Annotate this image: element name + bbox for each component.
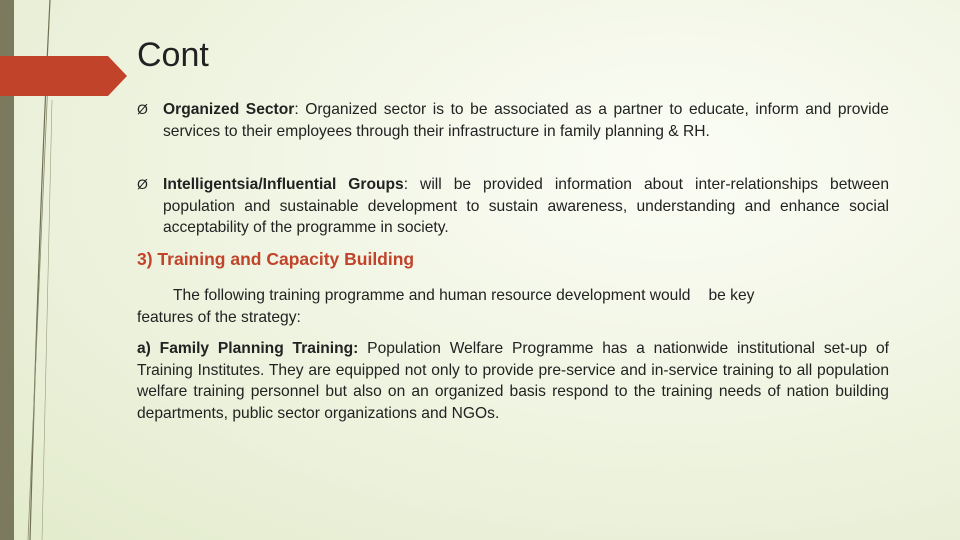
bullet-label: Intelligentsia/Influential Groups (163, 176, 404, 193)
bullet-label: Organized Sector (163, 101, 295, 118)
family-planning-paragraph (137, 338, 889, 424)
intro-text-part2: be key (708, 287, 755, 304)
paragraph-label: a) Family Planning Training: (137, 340, 359, 357)
paragraph-body: Population Welfare Programme has a nationwide institutional set-up of Training Institutes. They are equipped not only to provide pre-service and in-service training to all population welfare training personnel but also on an organized basis respond to the training needs of nation building departments, public sector organizations and NGOs. (137, 340, 889, 422)
intro-text-part1: The following training programme and human resource development would (173, 287, 691, 304)
slide-title: Cont (137, 36, 209, 74)
intro-paragraph (137, 285, 889, 328)
bullet-body: : Organized sector is to be associated as a partner to educate, inform and provide services to their employees through their infrastructure in family planning & RH. (163, 101, 889, 140)
bullet-text (163, 174, 889, 239)
bullet-arrow-icon: Ø (137, 101, 148, 117)
intro-text-part3: features of the strategy: (137, 308, 301, 326)
bullet-body: : will be provided information about inter-relationships between population and sustainable development to sustain awareness, understanding and enhance social acceptability of the programme in society. (163, 176, 890, 236)
bullet-organized-sector (137, 99, 889, 142)
bullet-intelligentsia (137, 174, 889, 239)
section-heading: 3) Training and Capacity Building (137, 249, 415, 269)
bullet-text (163, 99, 889, 142)
bullet-arrow-icon: Ø (137, 176, 148, 192)
intro-line (137, 285, 889, 307)
